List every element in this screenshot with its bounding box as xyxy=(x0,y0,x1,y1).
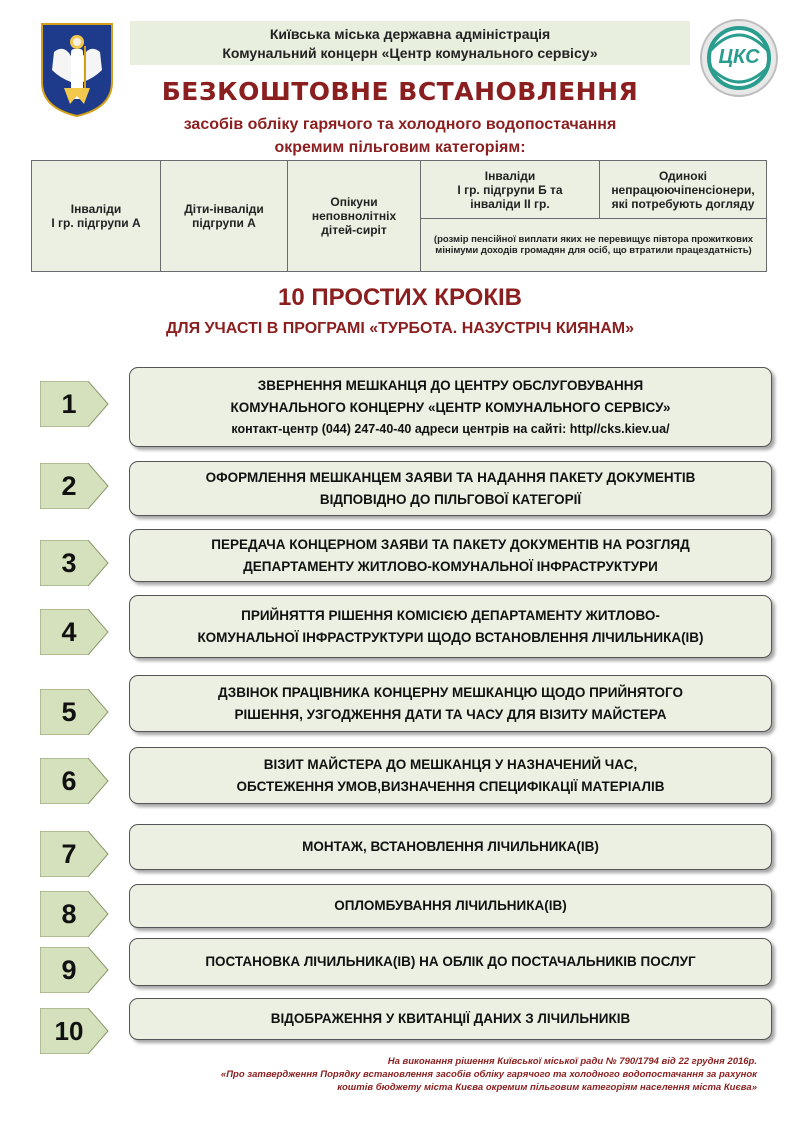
header-company-line: Комунальний концерн «Центр комунального сервісу» xyxy=(222,45,598,61)
step-number: 2 xyxy=(61,471,77,501)
step-number: 8 xyxy=(61,899,77,929)
step-text: ПРИЙНЯТТЯ РІШЕННЯ КОМІСІЄЮ ДЕПАРТАМЕНТУ ЖИТЛОВО- xyxy=(241,607,660,623)
category-disabled-children: Діти-інваліди підгрупи А xyxy=(161,161,288,272)
step-text: МОНТАЖ, ВСТАНОВЛЕННЯ ЛІЧИЛЬНИКА(ІВ) xyxy=(302,839,599,854)
step-number-arrow xyxy=(40,381,110,427)
step-number: 4 xyxy=(61,617,77,647)
step-box xyxy=(129,747,772,804)
step-number-arrow xyxy=(40,758,110,804)
step-number: 1 xyxy=(61,389,77,419)
step-box xyxy=(129,461,772,516)
step-text: РІШЕННЯ, УЗГОДЖЕННЯ ДАТИ ТА ЧАСУ ДЛЯ ВІЗИТУ МАЙСТЕРА xyxy=(234,706,667,722)
header-org-line: Київська міська державна адміністрація xyxy=(269,26,551,42)
step-number-arrow xyxy=(40,1008,110,1054)
step-number-arrow xyxy=(40,463,110,509)
category-pensioners: Одинокі непрацюючіпенсіонери, які потребують догляду xyxy=(600,161,767,219)
step-box xyxy=(129,824,772,870)
steps-title: 10 ПРОСТИХ КРОКІВ xyxy=(278,284,522,311)
step-number-arrow xyxy=(40,609,110,655)
steps-subtitle: ДЛЯ УЧАСТІ В ПРОГРАМІ «ТУРБОТА. НАЗУСТРІЧ КИЯНАМ» xyxy=(165,320,635,337)
footer-budget-line: коштів бюджету міста Києва окремим пільговим категоріям населення міста Києва» xyxy=(337,1082,757,1093)
step-number: 10 xyxy=(54,1016,84,1046)
step-text: ДЗВІНОК ПРАЦІВНИКА КОНЦЕРНУ МЕШКАНЦЮ ЩОДО ПРИЙНЯТОГО xyxy=(217,684,684,700)
category-disabled-group1a: Інваліди І гр. підгрупи А xyxy=(32,161,161,272)
step-text: ОФОРМЛЕННЯ МЕШКАНЦЕМ ЗАЯВИ ТА НАДАННЯ ПАКЕТУ ДОКУМЕНТІВ xyxy=(205,469,696,485)
page-title: БЕЗКОШТОВНЕ ВСТАНОВЛЕННЯ xyxy=(161,77,639,106)
step-text: ВІДПОВІДНО ДО ПІЛЬГОВОЇ КАТЕГОРІЇ xyxy=(319,491,582,507)
step-box xyxy=(129,529,772,582)
step-number-arrow xyxy=(40,947,110,993)
step-box xyxy=(129,998,772,1040)
categories-table xyxy=(31,160,767,272)
step-box xyxy=(129,884,772,928)
step-number: 5 xyxy=(61,697,77,727)
step-text: ДЕПАРТАМЕНТУ ЖИТЛОВО-КОМУНАЛЬНОЇ ІНФРАСТРУКТУРИ xyxy=(243,558,658,574)
subtitle-meters: засобів обліку гарячого та холодного водопостачання xyxy=(183,116,617,133)
step-box xyxy=(129,938,772,986)
step-number-arrow xyxy=(40,831,110,877)
step-number: 3 xyxy=(61,548,77,578)
header-band xyxy=(130,21,690,65)
step-box xyxy=(129,367,772,447)
footer-decision-line: На виконання рішення Київської міської ради № 790/1794 від 22 грудня 2016р. xyxy=(387,1056,757,1067)
step-number: 6 xyxy=(61,766,77,796)
step-text: ВІДОБРАЖЕННЯ У КВИТАНЦІЇ ДАНИХ З ЛІЧИЛЬНИКІВ xyxy=(270,1011,631,1026)
step-contact: контакт-центр (044) 247-40-40 адреси центрів на сайті: http//cks.kiev.ua/ xyxy=(231,422,670,436)
step-text: ЗВЕРНЕННЯ МЕШКАНЦЯ ДО ЦЕНТРУ ОБСЛУГОВУВАННЯ xyxy=(257,378,644,393)
category-disabled-group1b-2: Інваліди І гр. підгрупи Б та інваліди ІІ гр. xyxy=(421,161,600,219)
subtitle-categories: окремим пільговим категоріям: xyxy=(274,139,526,156)
category-income-note: (розмір пенсійної виплати яких не перевищує півтора прожиткових мінімуми доходів громадян для осіб, що втратили працездатність) xyxy=(421,219,767,272)
step-text: ПОСТАНОВКА ЛІЧИЛЬНИКА(ІВ) НА ОБЛІК ДО ПОСТАЧАЛЬНИКІВ ПОСЛУГ xyxy=(205,954,696,969)
footer-order-line: «Про затвердження Порядку встановлення засобів обліку гарячого та холодного водопостачання за рахунок xyxy=(220,1069,757,1080)
step-number: 9 xyxy=(61,955,77,985)
cks-logo-text: ЦКС xyxy=(718,46,760,68)
step-box xyxy=(129,675,772,732)
step-number-arrow xyxy=(40,689,110,735)
category-guardians: Опікуни неповнолітніх дітей-сиріт xyxy=(288,161,421,272)
step-number-arrow xyxy=(40,891,110,937)
step-text: ОБСТЕЖЕННЯ УМОВ,ВИЗНАЧЕННЯ СПЕЦИФІКАЦІЇ МАТЕРІАЛІВ xyxy=(236,778,665,794)
step-number: 7 xyxy=(61,839,77,869)
step-text: КОМУНАЛЬНОЇ ІНФРАСТРУКТУРИ ЩОДО ВСТАНОВЛЕННЯ ЛІЧИЛЬНИКА(ІВ) xyxy=(197,629,704,645)
step-box xyxy=(129,595,772,658)
step-text: ПЕРЕДАЧА КОНЦЕРНОМ ЗАЯВИ ТА ПАКЕТУ ДОКУМЕНТІВ НА РОЗГЛЯД xyxy=(211,536,690,552)
step-number-arrow xyxy=(40,540,110,586)
step-text: ОПЛОМБУВАННЯ ЛІЧИЛЬНИКА(ІВ) xyxy=(334,898,567,913)
step-text: ВІЗИТ МАЙСТЕРА ДО МЕШКАНЦЯ У НАЗНАЧЕНИЙ ЧАС, xyxy=(263,756,638,772)
step-text: КОМУНАЛЬНОГО КОНЦЕРНУ «ЦЕНТР КОМУНАЛЬНОГО СЕРВІСУ» xyxy=(230,400,671,415)
